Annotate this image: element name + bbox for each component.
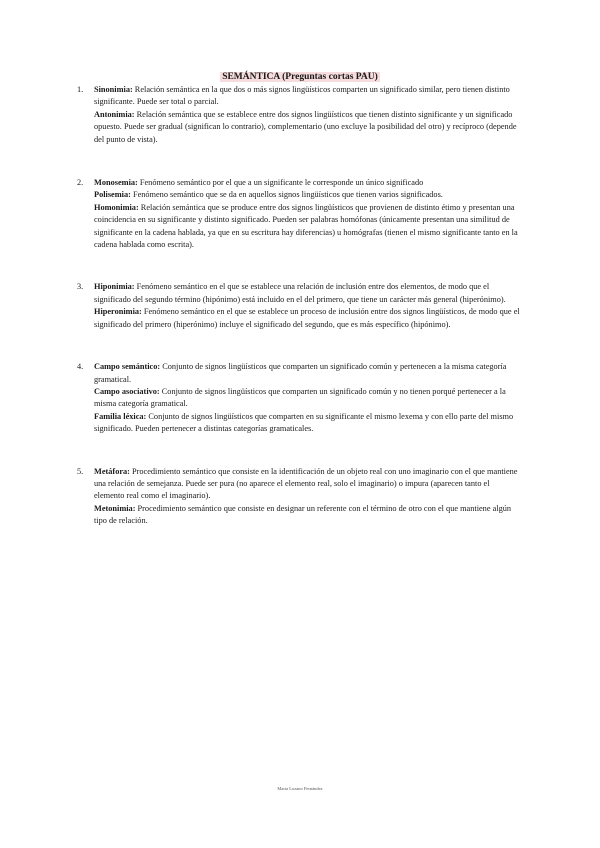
definition-metonimia — [94, 503, 520, 528]
term: Homonimia: — [94, 202, 139, 212]
definition-campo-semantico — [94, 361, 520, 386]
list-item-4 — [77, 361, 520, 435]
definition-text: Relación semántica en la que dos o más signos lingüísticos comparten un significado similar, pero tienen distinto significante. Puede ser total o parcial. — [94, 85, 510, 107]
definition-text: Procedimiento semántico que consiste en designar un referente con el término de otro con el que mantiene algún tipo de relación. — [94, 503, 512, 526]
item-number: 4. — [77, 362, 84, 372]
definition-text: Fenómeno semántico que se da en aquellos signos lingüísticos que tienen varios significados. — [130, 190, 443, 200]
document-title — [0, 72, 600, 82]
definition-homonimia — [94, 202, 520, 252]
item-number: 1. — [77, 85, 84, 94]
definition-text: Conjunto de signos lingüísticos que comparten en su significante el mismo lexema y con ello parte del mismo significado. Pueden pertenecer a distintas categorías gramaticales. — [94, 411, 514, 434]
item-number: 2. — [77, 178, 84, 188]
page-footer: Marta Lozano Fernández — [277, 786, 323, 791]
definition-campo-asociativo — [94, 386, 520, 411]
definition-text: Fenómeno semántico en el que se establece una relación de inclusión entre dos elementos, de modo que el significado del segundo término (hipónimo) está incluido en el del primero, que tiene un carácter más general (hiperónimo). — [94, 282, 506, 304]
definition-hiperonimia — [94, 306, 520, 331]
definition-text: Procedimiento semántico que consiste en la identificación de un objeto real con uno imaginario con el que mantiene una relación de semejanza. Puede ser pura (no aparece el elemento real, solo el imaginario) o impura (aparecen tanto el elemento real como el imaginario). — [94, 466, 518, 501]
definition-text: Fenómeno semántico por el que a un significante le corresponde un único significado — [137, 178, 424, 188]
definition-text: Fenómeno semántico en el que se establece un proceso de inclusión entre dos signos lingüísticos, de modo que el significado del primero (hiperónimo) incluye el significado del segundo, que es más específico (hipónimo). — [94, 307, 520, 329]
term: Hiperonimia: — [94, 307, 142, 317]
term: Campo asociativo: — [94, 386, 160, 396]
list-item-5 — [77, 466, 520, 528]
list-item-1 — [77, 84, 520, 146]
definition-antonimia — [94, 109, 520, 146]
term: Sinonimia: — [94, 85, 133, 94]
list-item-2 — [77, 177, 520, 251]
term: Hiponimia: — [94, 282, 135, 292]
definition-monosemia — [94, 177, 520, 189]
definition-text: Relación semántica que se establece entre dos signos lingüísticos que tienen distinto significante y un significado opuesto. Puede ser gradual (significan lo contrario), complementario (uno excluye la posibilidad del otro) y recíproco (depende del punto de vista). — [94, 109, 517, 144]
question-list — [77, 84, 520, 528]
document-title-text: SEMÁNTICA (Preguntas cortas PAU) — [222, 72, 378, 82]
definition-sinonimia — [94, 84, 520, 109]
definition-hiponimia — [94, 281, 520, 306]
list-item-3 — [77, 281, 520, 331]
term: Polisemia: — [94, 190, 131, 200]
definition-metafora — [94, 466, 520, 503]
term: Campo semántico: — [94, 362, 161, 372]
definition-text: Relación semántica que se produce entre dos signos lingüísticos que provienen de distinto étimo y presentan una coincidencia en su significante y distinto significado. Pueden ser palabras homófonas (únicamente presentan una similitud de significante en la cadena hablada, ya que en su escritura hay diferencias) u homógrafas (tienen el mismo significante tanto en la cadena hablada como escrita). — [94, 202, 518, 250]
definition-text: Conjunto de signos lingüísticos que comparten un significado común y no tienen porqué pertenecer a la misma categoría gramatical. — [94, 386, 506, 409]
term: Metáfora: — [94, 466, 130, 476]
definition-familia-lexica — [94, 411, 520, 436]
definition-text: Conjunto de signos lingüísticos que comparten un significado común y pertenecen a la misma categoría gramatical. — [94, 362, 507, 384]
item-number: 5. — [77, 466, 84, 476]
definition-polisemia — [94, 189, 520, 201]
term: Metonimia: — [94, 503, 136, 513]
item-number: 3. — [77, 282, 84, 292]
term: Monosemia: — [94, 178, 138, 188]
term: Antonimia: — [94, 109, 135, 119]
term: Familia léxica: — [94, 411, 147, 421]
